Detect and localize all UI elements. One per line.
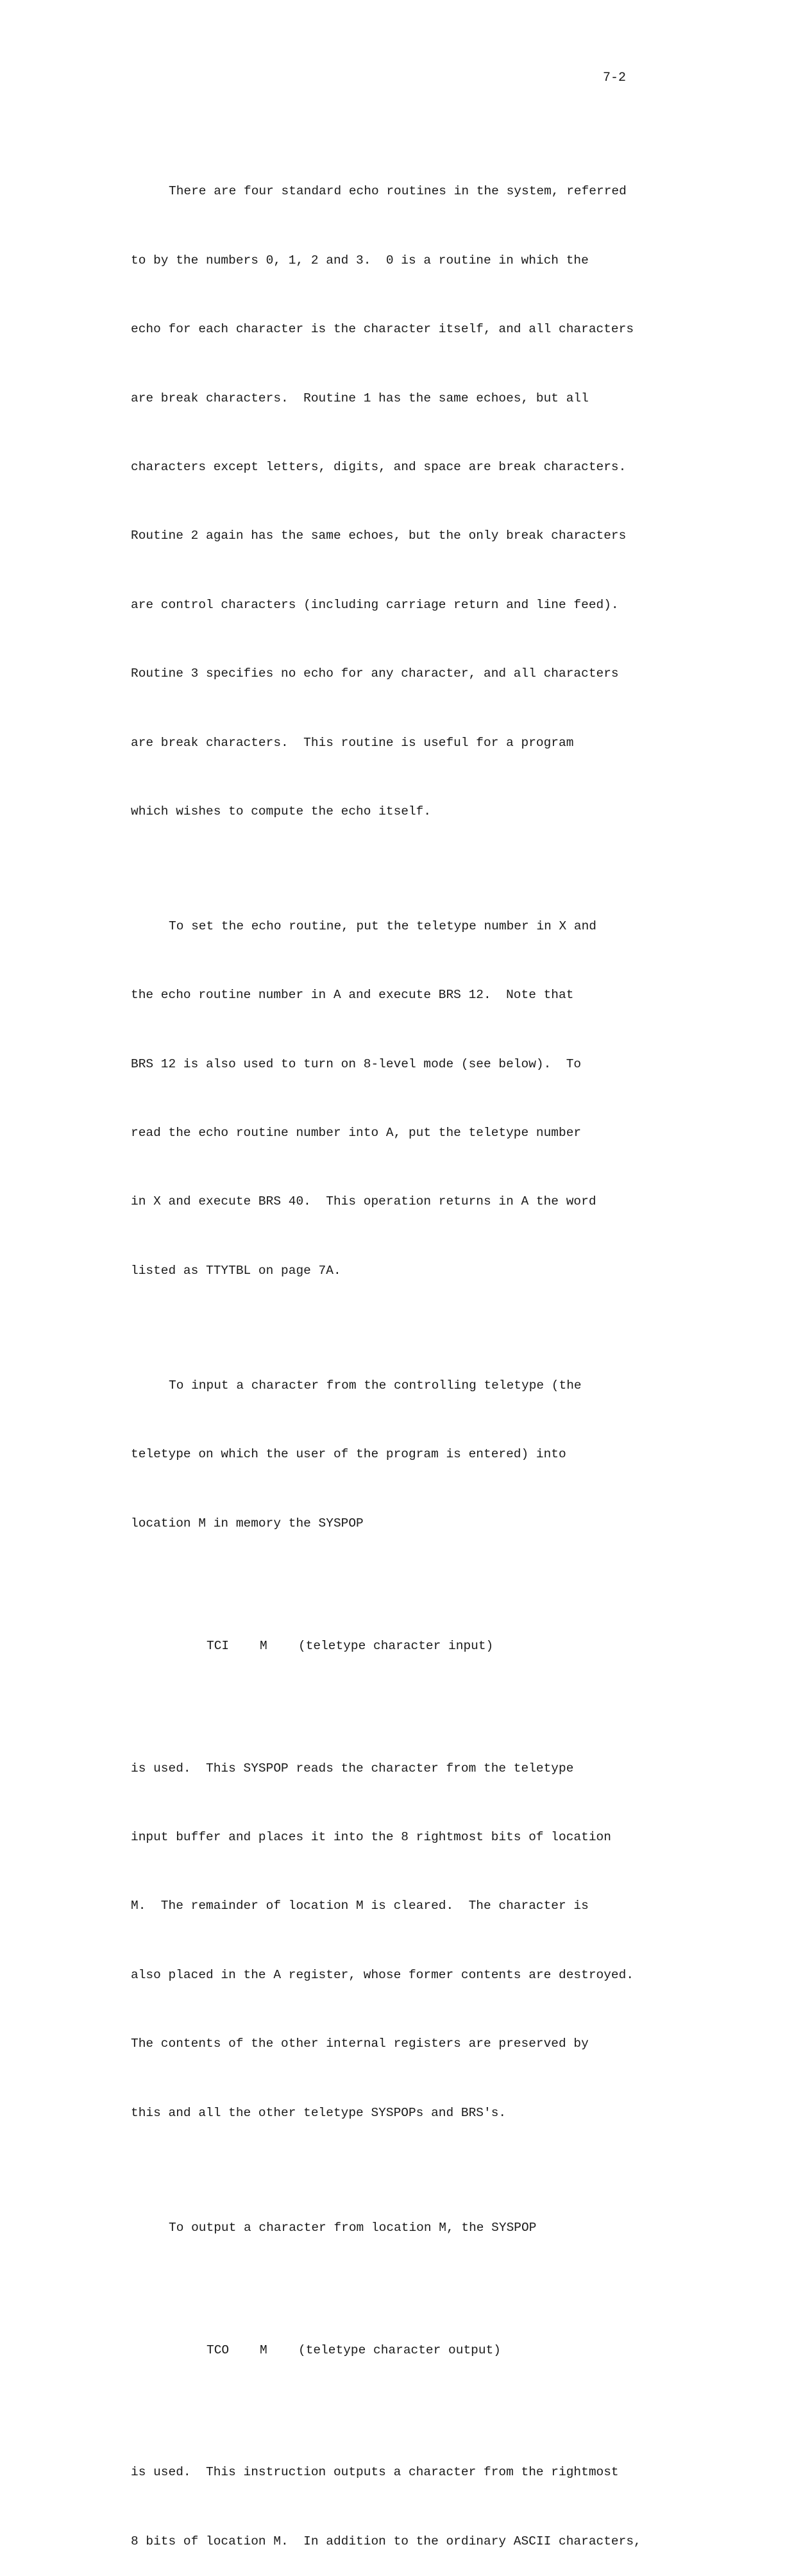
text-line: To output a character from location M, the SYSPOP bbox=[169, 2220, 537, 2235]
text-line: Routine 2 again has the same echoes, but the only break characters bbox=[131, 529, 627, 543]
text-line: The contents of the other internal registers are preserved by bbox=[131, 2037, 589, 2051]
text-line: also placed in the A register, whose former contents are destroyed. bbox=[131, 1967, 634, 1982]
text-line: are control characters (including carriage return and line feed). bbox=[131, 597, 619, 612]
text-line: Routine 3 specifies no echo for any character, and all characters bbox=[131, 666, 619, 681]
code-description: (teletype character input) bbox=[298, 1638, 494, 1653]
code-line-tci bbox=[131, 1635, 657, 1658]
text-line: input buffer and places it into the 8 rightmost bits of location bbox=[131, 1829, 611, 1844]
text-line: this and all the other teletype SYSPOPs and BRS's. bbox=[131, 2105, 507, 2120]
text-line: is used. This instruction outputs a character from the rightmost bbox=[131, 2465, 619, 2480]
text-line: in X and execute BRS 40. This operation returns in A the word bbox=[131, 1194, 596, 1209]
text-line: M. The remainder of location M is cleared. The character is bbox=[131, 1899, 589, 1913]
text-line: the echo routine number in A and execute BRS 12. Note that bbox=[131, 988, 574, 1003]
page-number: 7-2 bbox=[603, 71, 627, 85]
text-line: characters except letters, digits, and space are break characters. bbox=[131, 459, 627, 474]
text-line: is used. This SYSPOP reads the character from the teletype bbox=[131, 1761, 574, 1775]
code-operand: M bbox=[260, 1638, 267, 1653]
code-description: (teletype character output) bbox=[298, 2343, 501, 2357]
document-body bbox=[131, 112, 657, 2576]
text-line: BRS 12 is also used to turn on 8-level mode (see below). To bbox=[131, 1056, 582, 1071]
text-line: To set the echo routine, put the teletype number in X and bbox=[169, 919, 597, 933]
code-line-tco bbox=[131, 2339, 657, 2362]
text-line: to by the numbers 0, 1, 2 and 3. 0 is a routine in which the bbox=[131, 253, 589, 267]
text-line: To input a character from the controlling teletype (the bbox=[169, 1378, 582, 1393]
text-line: teletype on which the user of the program is entered) into bbox=[131, 1447, 566, 1462]
text-line: are break characters. This routine is useful for a program bbox=[131, 735, 574, 750]
code-opcode: TCI bbox=[207, 1638, 230, 1653]
text-line: 8 bits of location M. In addition to the ordinary ASCII characters, bbox=[131, 2534, 641, 2548]
text-line: read the echo routine number into A, put the teletype number bbox=[131, 1126, 582, 1140]
text-line: which wishes to compute the echo itself. bbox=[131, 804, 432, 818]
code-opcode: TCO bbox=[207, 2343, 230, 2357]
text-line: are break characters. Routine 1 has the same echoes, but all bbox=[131, 391, 589, 405]
text-line: listed as TTYTBL on page 7A. bbox=[131, 1263, 341, 1278]
text-line: echo for each character is the character itself, and all characters bbox=[131, 322, 634, 337]
code-operand: M bbox=[260, 2343, 267, 2357]
text-line: There are four standard echo routines in the system, referred bbox=[169, 184, 627, 199]
text-line: location M in memory the SYSPOP bbox=[131, 1516, 364, 1530]
